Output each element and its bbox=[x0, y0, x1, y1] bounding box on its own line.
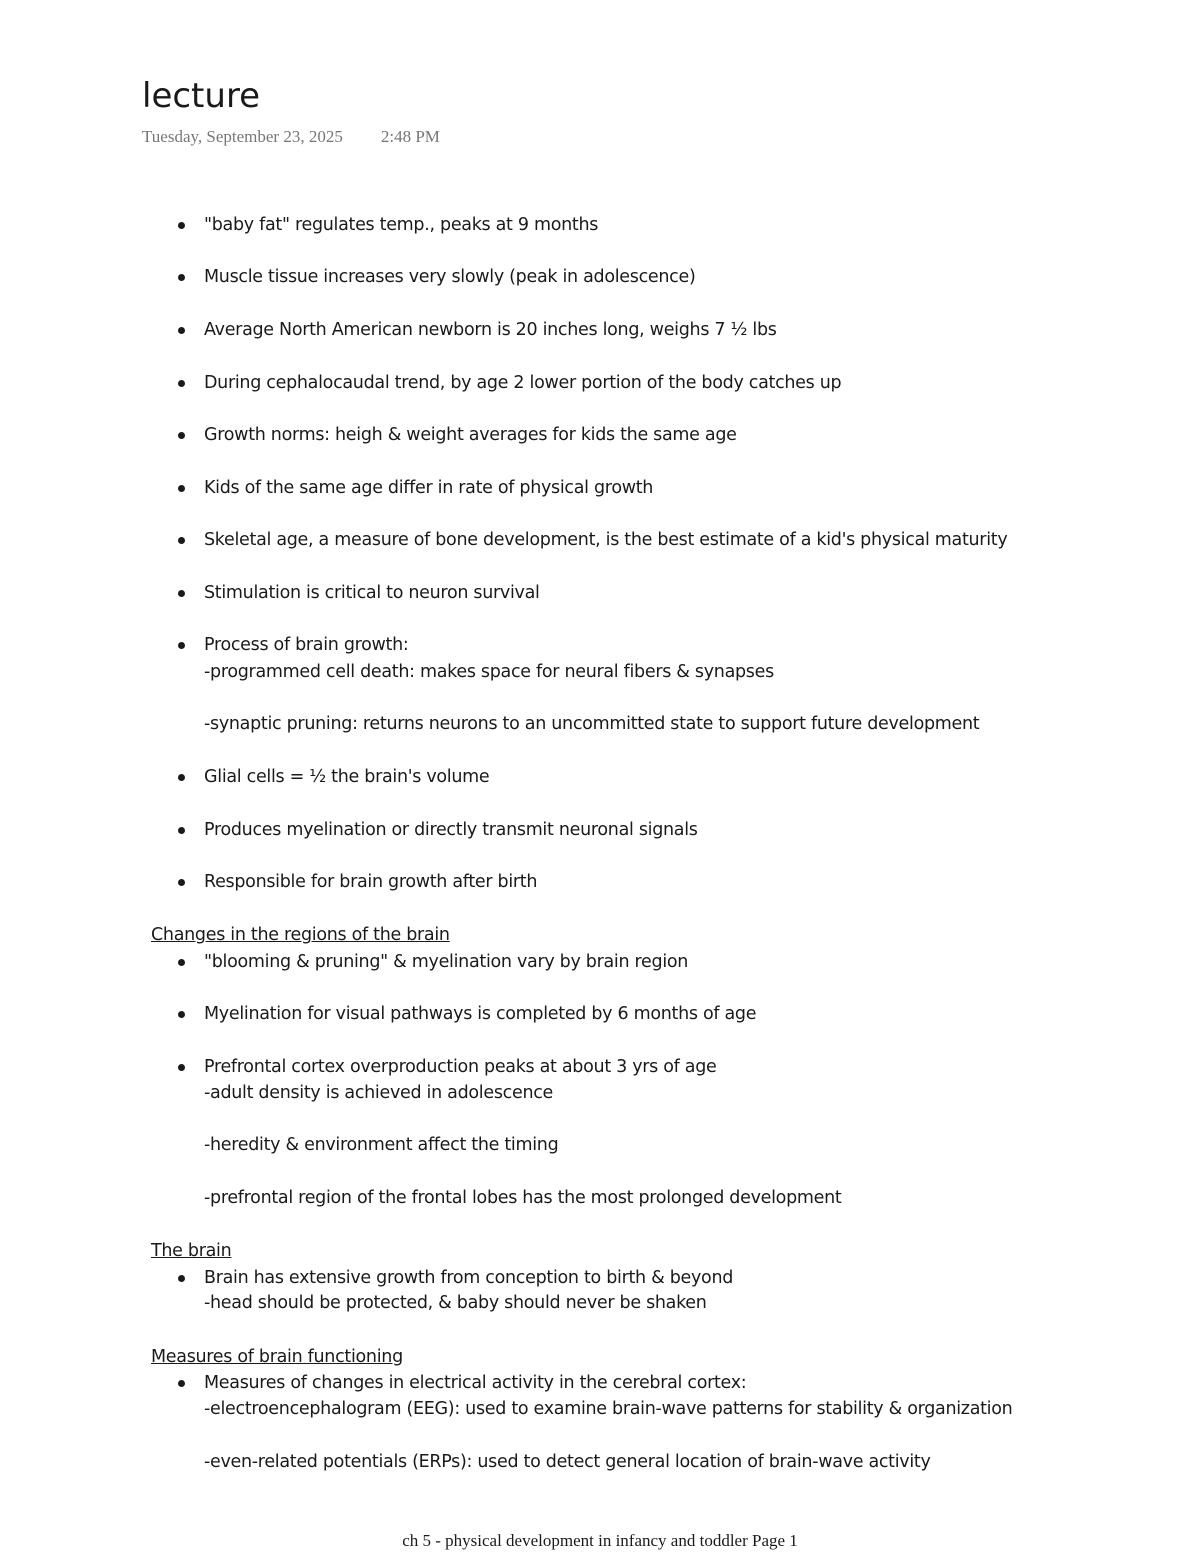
sub-item: -programmed cell death: makes space for neural fibers & synapses bbox=[204, 662, 774, 682]
note-date: Tuesday, September 23, 2025 bbox=[142, 127, 343, 146]
bullet-icon bbox=[178, 1380, 185, 1387]
list-item-text: Muscle tissue increases very slowly (peak in adolescence) bbox=[204, 267, 696, 287]
list-item-text: Stimulation is critical to neuron survival bbox=[204, 583, 540, 603]
bullet-icon bbox=[178, 537, 185, 544]
bullet-icon bbox=[178, 590, 185, 597]
sub-item: -adult density is achieved in adolescence bbox=[204, 1083, 554, 1103]
list-item-text: During cephalocaudal trend, by age 2 lower portion of the body catches up bbox=[204, 373, 842, 393]
sub-item: -electroencephalogram (EEG): used to examine brain-wave patterns for stability & organization bbox=[204, 1399, 1013, 1419]
note-time: 2:48 PM bbox=[380, 127, 440, 146]
bullet-icon bbox=[178, 274, 185, 281]
list-item-text: Prefrontal cortex overproduction peaks at about 3 yrs of age bbox=[204, 1057, 717, 1077]
list-item-text: "blooming & pruning" & myelination vary by brain region bbox=[204, 952, 689, 972]
page-footer: ch 5 - physical development in infancy and toddler Page 1 bbox=[402, 1531, 798, 1550]
bullet-icon bbox=[178, 485, 185, 492]
list-item-text: Glial cells = ½ the brain's volume bbox=[204, 767, 490, 787]
section-heading-regions: Changes in the regions of the brain bbox=[151, 925, 450, 945]
list-item-text: Measures of changes in electrical activity in the cerebral cortex: bbox=[204, 1373, 747, 1393]
sub-item: -prefrontal region of the frontal lobes has the most prolonged development bbox=[204, 1188, 842, 1208]
note-timestamp bbox=[142, 126, 440, 148]
list-item-text: Responsible for brain growth after birth bbox=[204, 872, 538, 892]
list-item-text: Brain has extensive growth from conception to birth & beyond bbox=[204, 1268, 734, 1288]
list-item-text: Produces myelination or directly transmit neuronal signals bbox=[204, 820, 698, 840]
page-title: lecture bbox=[142, 76, 261, 116]
list-item-text: Kids of the same age differ in rate of physical growth bbox=[204, 478, 654, 498]
sub-item: -synaptic pruning: returns neurons to an uncommitted state to support future development bbox=[204, 714, 980, 734]
bullet-icon bbox=[178, 1275, 185, 1282]
bullet-icon bbox=[178, 642, 185, 649]
bullet-icon bbox=[178, 1011, 185, 1018]
bullet-icon bbox=[178, 879, 185, 886]
sub-item: -heredity & environment affect the timing bbox=[204, 1135, 559, 1155]
sub-item: -even-related potentials (ERPs): used to detect general location of brain-wave activity bbox=[204, 1452, 931, 1472]
bullet-icon bbox=[178, 222, 185, 229]
bullet-icon bbox=[178, 380, 185, 387]
bullet-icon bbox=[178, 1064, 185, 1071]
section-heading-brain: The brain bbox=[151, 1241, 232, 1261]
sub-item: -head should be protected, & baby should never be shaken bbox=[204, 1293, 707, 1313]
list-item-text: Growth norms: heigh & weight averages for kids the same age bbox=[204, 425, 737, 445]
list-item-text: Average North American newborn is 20 inches long, weighs 7 ½ lbs bbox=[204, 320, 777, 340]
list-item-text: Process of brain growth: bbox=[204, 635, 409, 655]
list-item-text: "baby fat" regulates temp., peaks at 9 months bbox=[204, 215, 599, 235]
section-heading-measures: Measures of brain functioning bbox=[151, 1347, 403, 1367]
list-item-text: Skeletal age, a measure of bone development, is the best estimate of a kid's physical maturity bbox=[204, 530, 1008, 550]
list-item-text: Myelination for visual pathways is completed by 6 months of age bbox=[204, 1004, 757, 1024]
bullet-icon bbox=[178, 774, 185, 781]
bullet-icon bbox=[178, 327, 185, 334]
bullet-icon bbox=[178, 827, 185, 834]
bullet-icon bbox=[178, 432, 185, 439]
bullet-icon bbox=[178, 959, 185, 966]
